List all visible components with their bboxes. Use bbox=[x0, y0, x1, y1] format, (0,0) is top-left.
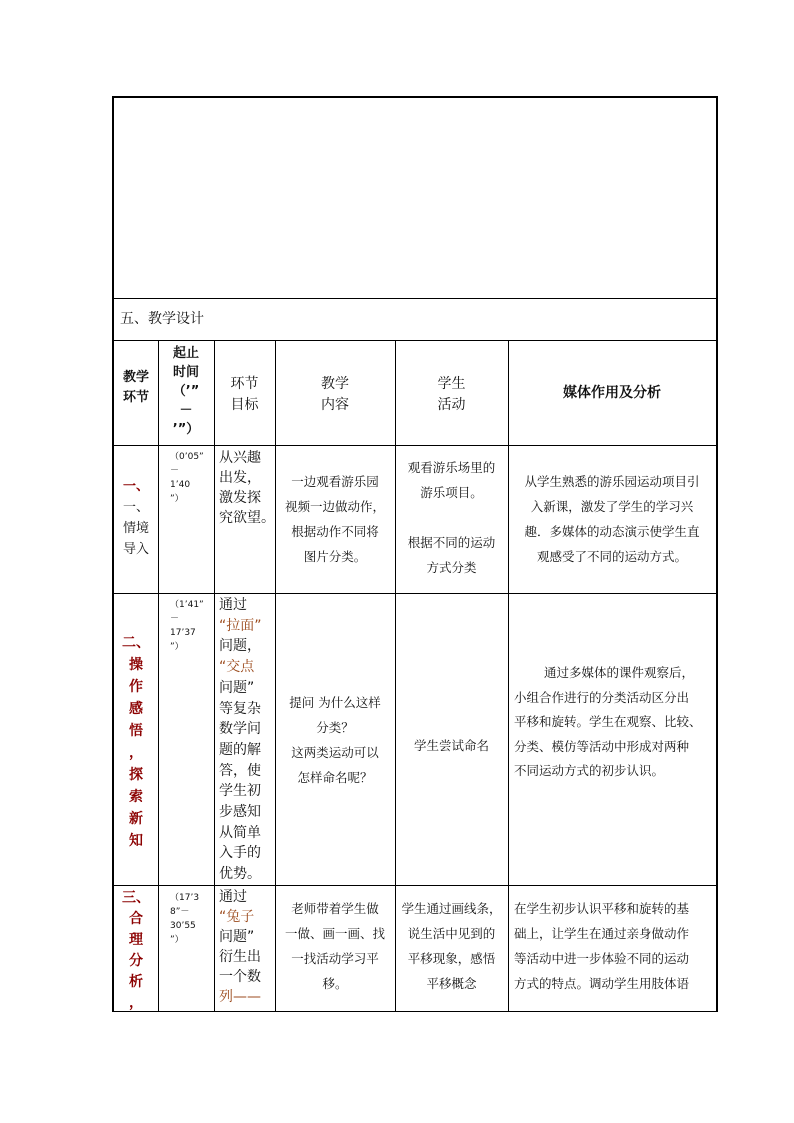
header-time-line: 时间 bbox=[172, 365, 199, 380]
header-activity bbox=[395, 374, 508, 416]
content-line: 怎样命名呢？ bbox=[297, 770, 373, 785]
header-media: 媒体作用及分析 bbox=[563, 385, 661, 401]
row2-stage bbox=[114, 632, 158, 852]
row1-stage bbox=[114, 476, 158, 560]
goal-line: 从兴趣 bbox=[219, 450, 261, 466]
content-line: 移。 bbox=[322, 976, 348, 991]
activity-line: 观看游乐场里的 bbox=[407, 460, 496, 475]
row-divider bbox=[114, 593, 716, 594]
header-goal-line: 环节 bbox=[230, 376, 259, 392]
content-line: 一做、画一画、找 bbox=[284, 926, 385, 941]
media-line: 不同运动方式的初步认识。 bbox=[514, 763, 665, 778]
stage-line: 析 bbox=[129, 974, 143, 990]
header-time bbox=[158, 344, 214, 439]
time-line: 17’37 bbox=[170, 628, 196, 638]
stage-line: 理 bbox=[129, 932, 143, 948]
row1-goal bbox=[219, 448, 275, 528]
header-stage bbox=[114, 368, 158, 408]
activity-line: 学生尝试命名 bbox=[413, 738, 489, 753]
goal-line: 究欲望。 bbox=[219, 510, 275, 526]
row3-goal bbox=[219, 887, 275, 1007]
content-line: 分类？ bbox=[316, 720, 354, 735]
activity-line: 说生活中见到的 bbox=[407, 926, 496, 941]
stage-line: ， bbox=[129, 995, 143, 1011]
time-line: （0’05” bbox=[170, 452, 204, 462]
activity-line: 游乐项目。 bbox=[420, 485, 483, 500]
goal-line: 通过 bbox=[219, 889, 247, 905]
col-divider bbox=[158, 340, 159, 1012]
media-line: 趣．多媒体的动态演示使学生直 bbox=[524, 524, 700, 539]
time-line: 30’55 bbox=[170, 921, 196, 931]
row-divider bbox=[114, 885, 716, 886]
row-divider bbox=[114, 340, 716, 341]
activity-line: 学生通过画线条， bbox=[401, 901, 502, 916]
stage-line: 一、 bbox=[122, 500, 149, 515]
header-time-line: 起止 bbox=[172, 346, 199, 361]
stage-line: 知 bbox=[129, 833, 143, 849]
header-goal-line: 目标 bbox=[230, 397, 259, 413]
row2-media bbox=[514, 661, 716, 784]
media-line: 入新课，激发了学生的学习兴 bbox=[530, 499, 694, 514]
header-time-line: － bbox=[179, 403, 193, 418]
activity-line: 根据不同的运动 bbox=[407, 535, 496, 550]
content-line: 图片分类。 bbox=[303, 549, 367, 564]
goal-line: 学生初 bbox=[219, 783, 261, 800]
goal-line: 题的解 bbox=[219, 741, 261, 758]
row1-media bbox=[508, 469, 716, 569]
goal-line: 一个数 bbox=[219, 969, 261, 985]
activity-line bbox=[395, 505, 508, 530]
header-stage-line: 环节 bbox=[122, 390, 149, 405]
goal-line: 入手的 bbox=[219, 845, 261, 862]
row2-goal bbox=[219, 595, 275, 885]
stage-line: 感 bbox=[129, 701, 143, 717]
goal-line: 问题” bbox=[219, 929, 255, 945]
content-line: 视频一边做动作， bbox=[284, 499, 385, 514]
row2-activity bbox=[395, 733, 508, 758]
header-content bbox=[275, 374, 395, 416]
media-line: 从学生熟悉的游乐园运动项目引 bbox=[524, 474, 700, 489]
section-title: 五、教学设计 bbox=[120, 311, 204, 327]
stage-line: 探 bbox=[129, 767, 143, 783]
row-divider bbox=[114, 298, 716, 299]
goal-line: 问题， bbox=[219, 638, 261, 655]
goal-line: “兔子 bbox=[219, 909, 255, 925]
media-line: 等活动中进一步体验不同的运动 bbox=[514, 951, 690, 966]
time-line: － bbox=[170, 466, 180, 476]
goal-line: 优势。 bbox=[219, 866, 261, 883]
media-line: 观感受了不同的运动方式。 bbox=[536, 549, 687, 564]
row3-media bbox=[514, 896, 716, 996]
col-divider bbox=[214, 340, 215, 1012]
stage-line: 新 bbox=[129, 811, 143, 827]
stage-line: 作 bbox=[129, 679, 143, 695]
goal-line: 答，使 bbox=[219, 762, 261, 779]
time-line: － bbox=[170, 614, 180, 624]
goal-line: 激发探 bbox=[219, 490, 261, 506]
time-line: ”） bbox=[170, 494, 184, 504]
goal-line: 衍生出 bbox=[219, 949, 261, 965]
content-line: 老师带着学生做 bbox=[291, 901, 379, 916]
stage-line: 二、 bbox=[122, 635, 150, 651]
row1-time bbox=[170, 450, 214, 506]
row3-stage bbox=[114, 888, 158, 1014]
media-line: 分类、模仿等活动中形成对两种 bbox=[514, 738, 690, 754]
activity-line: 平移概念 bbox=[426, 976, 477, 991]
media-line: 小组合作进行的分类活动区分出 bbox=[514, 689, 690, 705]
header-goal bbox=[214, 374, 275, 416]
row3-time bbox=[170, 891, 214, 947]
content-line: 根据动作不同将 bbox=[291, 524, 379, 539]
activity-line: 平移现象，感悟 bbox=[407, 951, 496, 966]
stage-line: 三、 bbox=[122, 890, 150, 906]
time-line: （17’3 bbox=[170, 893, 200, 903]
goal-line: “交点 bbox=[219, 659, 255, 676]
goal-line: 列—— bbox=[219, 989, 261, 1005]
goal-line: 数学问 bbox=[219, 721, 261, 738]
goal-line: 等复杂 bbox=[219, 700, 261, 717]
stage-number: 一、 bbox=[122, 479, 149, 494]
stage-line: 分 bbox=[129, 953, 143, 969]
content-line: 这两类运动可以 bbox=[291, 745, 379, 760]
header-time-line: （’” bbox=[172, 384, 200, 399]
row3-content bbox=[275, 896, 395, 996]
goal-line: 步感知 bbox=[219, 804, 261, 821]
activity-line: 方式分类 bbox=[426, 560, 477, 575]
stage-line: 情境 bbox=[122, 521, 149, 536]
row-divider bbox=[114, 445, 716, 446]
time-line: ”） bbox=[170, 935, 184, 945]
header-content-line: 教学 bbox=[321, 376, 349, 392]
row2-time bbox=[170, 598, 214, 654]
time-line: 8”－ bbox=[170, 907, 190, 917]
row1-content bbox=[275, 469, 395, 569]
stage-line: ， bbox=[129, 745, 143, 761]
header-time-line: ’”） bbox=[172, 422, 200, 437]
stage-line: 索 bbox=[129, 789, 143, 805]
header-activity-line: 活动 bbox=[437, 397, 466, 413]
lesson-design-table bbox=[112, 96, 718, 1012]
media-line: 础上，让学生在通过亲身做动作 bbox=[514, 926, 690, 941]
stage-line: 操 bbox=[129, 657, 143, 673]
goal-line: 出发， bbox=[219, 470, 261, 486]
media-line: 在学生初步认识平移和旋转的基 bbox=[514, 901, 690, 916]
content-line: 提问 为什么这样 bbox=[289, 695, 381, 710]
header-stage-line: 教学 bbox=[122, 370, 149, 385]
stage-line: 导入 bbox=[122, 542, 149, 557]
row3-activity bbox=[395, 896, 508, 996]
content-line: 一找活动学习平 bbox=[291, 951, 379, 966]
header-content-line: 内容 bbox=[321, 397, 349, 413]
row2-content bbox=[275, 690, 395, 790]
media-line: 方式的特点。调动学生用肢体语 bbox=[514, 976, 690, 991]
media-line: 通过多媒体的课件观察后， bbox=[544, 665, 695, 680]
goal-line: 问题” bbox=[219, 679, 255, 696]
row1-activity bbox=[395, 455, 508, 580]
time-line: （1’41” bbox=[170, 600, 204, 610]
goal-line: 通过 bbox=[219, 597, 247, 613]
media-line: 平移和旋转。学生在观察、比较、 bbox=[514, 714, 702, 729]
content-line: 一边观看游乐园 bbox=[291, 474, 379, 489]
stage-line: 合 bbox=[129, 911, 143, 927]
time-line: 1’40 bbox=[170, 480, 191, 490]
stage-line: 悟 bbox=[129, 723, 143, 739]
goal-line: “拉面” bbox=[219, 617, 262, 634]
time-line: ”） bbox=[170, 642, 184, 652]
header-activity-line: 学生 bbox=[437, 376, 466, 392]
col-divider bbox=[508, 340, 509, 1012]
goal-line: 从简单 bbox=[219, 824, 261, 841]
